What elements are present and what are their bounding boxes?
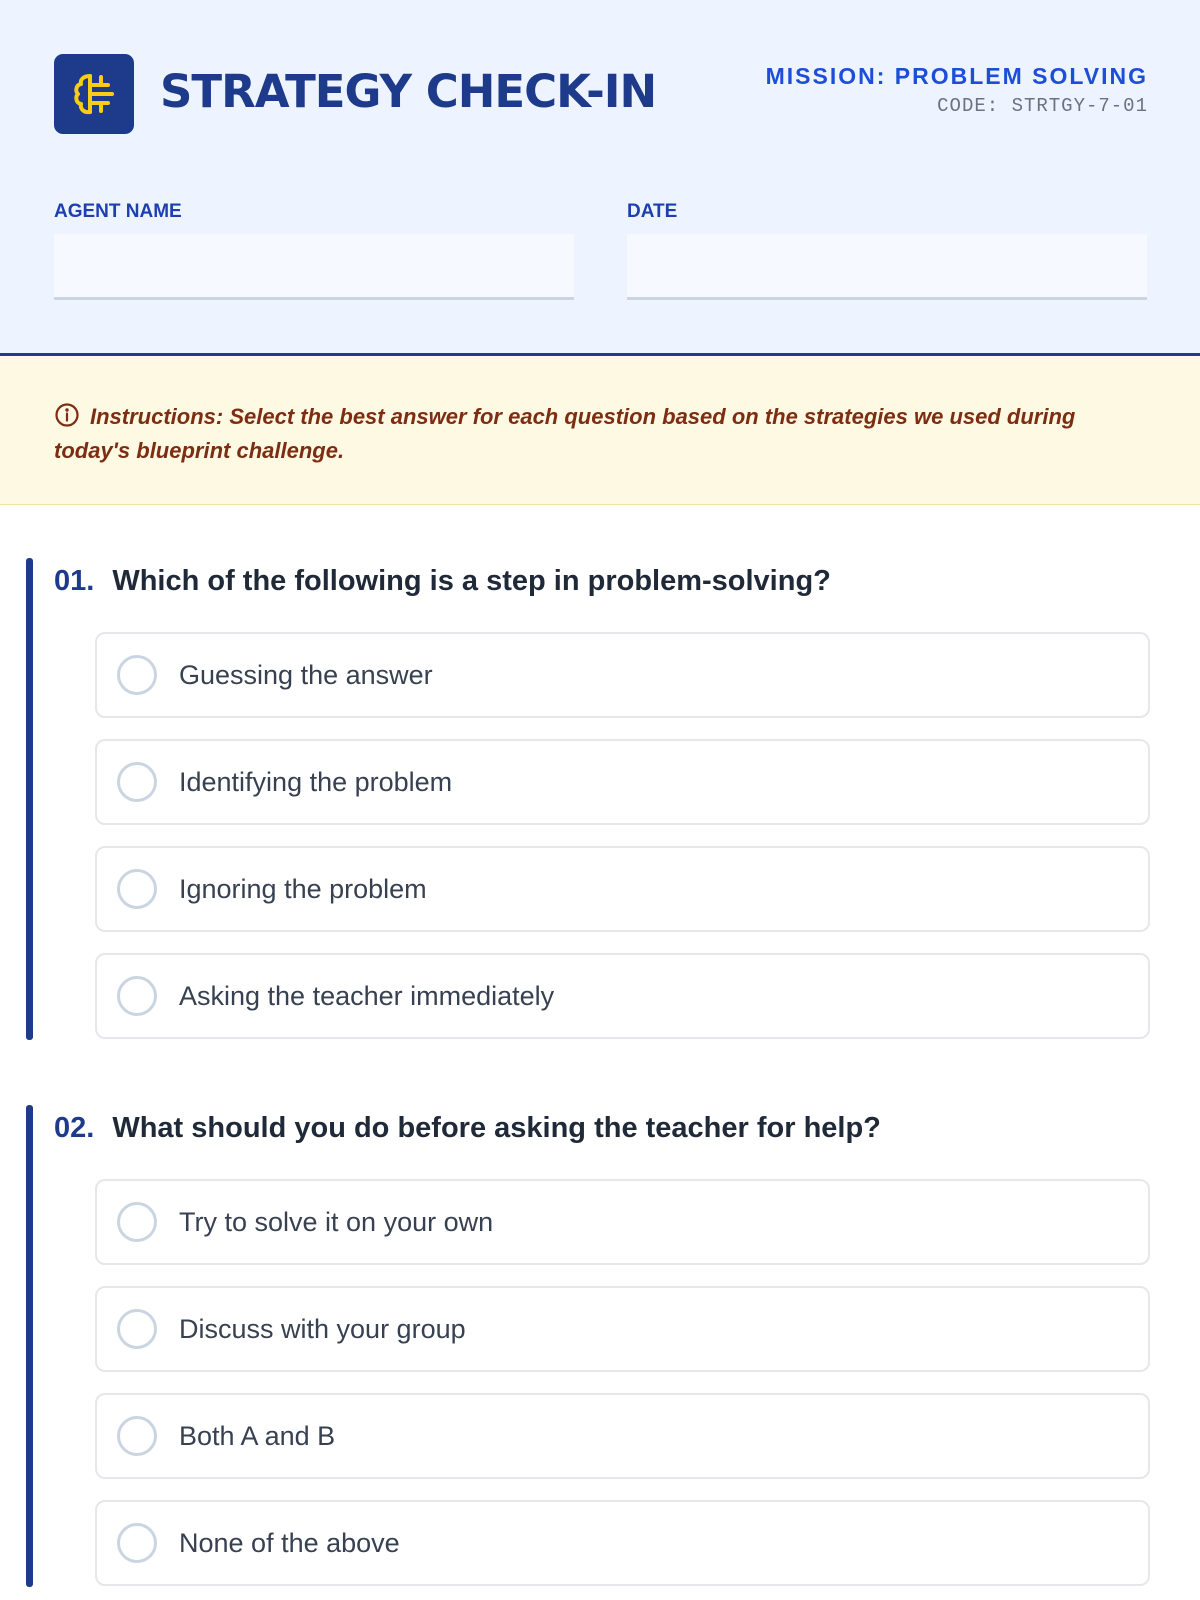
answer-option-label: None of the above [179,1528,400,1558]
answer-option[interactable] [95,953,1150,1039]
agent-name-input[interactable] [54,234,574,300]
question-2 [26,1105,1150,1587]
answer-option[interactable] [95,1179,1150,1265]
date-label: DATE [627,201,678,222]
answer-option-label: Identifying the problem [179,767,453,797]
question-accent-bar [26,558,33,1040]
date-input[interactable] [627,234,1147,300]
answer-option-label: Guessing the answer [179,660,433,690]
answer-option-label: Asking the teacher immediately [179,981,555,1011]
instructions-text: Instructions: Select the best answer for each question based on the strategies we used during today's blueprint challenge. [54,404,1076,463]
answer-option[interactable] [95,1286,1150,1372]
brain-icon [68,68,120,120]
header [0,0,1200,356]
radio-button[interactable] [117,1416,157,1456]
info-icon [54,402,80,428]
answer-option-label: Discuss with your group [179,1314,466,1344]
answer-option[interactable] [95,1393,1150,1479]
question-number: 02. [54,1112,95,1144]
page-title: STRATEGY CHECK-IN [160,65,657,118]
answer-option-label: Ignoring the problem [179,874,427,904]
agent-name-label: AGENT NAME [54,201,182,222]
logo [54,54,134,134]
radio-button[interactable] [117,1309,157,1349]
answer-option-label: Both A and B [179,1421,336,1451]
answer-option[interactable] [95,1500,1150,1586]
answer-option[interactable] [95,846,1150,932]
mission-label: MISSION: PROBLEM SOLVING [765,63,1148,89]
instructions-paragraph [54,400,1146,468]
answer-option[interactable] [95,632,1150,718]
instructions-banner [0,356,1200,505]
question-number: 01. [54,565,95,597]
agent-name-field [54,200,574,300]
question-1 [26,558,1150,1040]
question-heading [54,564,831,598]
radio-button[interactable] [117,1202,157,1242]
mission-code: CODE: STRTGY-7-01 [937,95,1148,117]
radio-button[interactable] [117,655,157,695]
answer-option-label: Try to solve it on your own [179,1207,494,1237]
radio-button[interactable] [117,869,157,909]
radio-button[interactable] [117,976,157,1016]
radio-button[interactable] [117,1523,157,1563]
question-heading [54,1111,881,1145]
date-field [627,200,1147,300]
radio-button[interactable] [117,762,157,802]
question-text: What should you do before asking the teacher for help? [112,1112,881,1144]
question-accent-bar [26,1105,33,1587]
question-text: Which of the following is a step in problem-solving? [112,565,831,597]
answer-option[interactable] [95,739,1150,825]
mission-block [766,62,1148,118]
